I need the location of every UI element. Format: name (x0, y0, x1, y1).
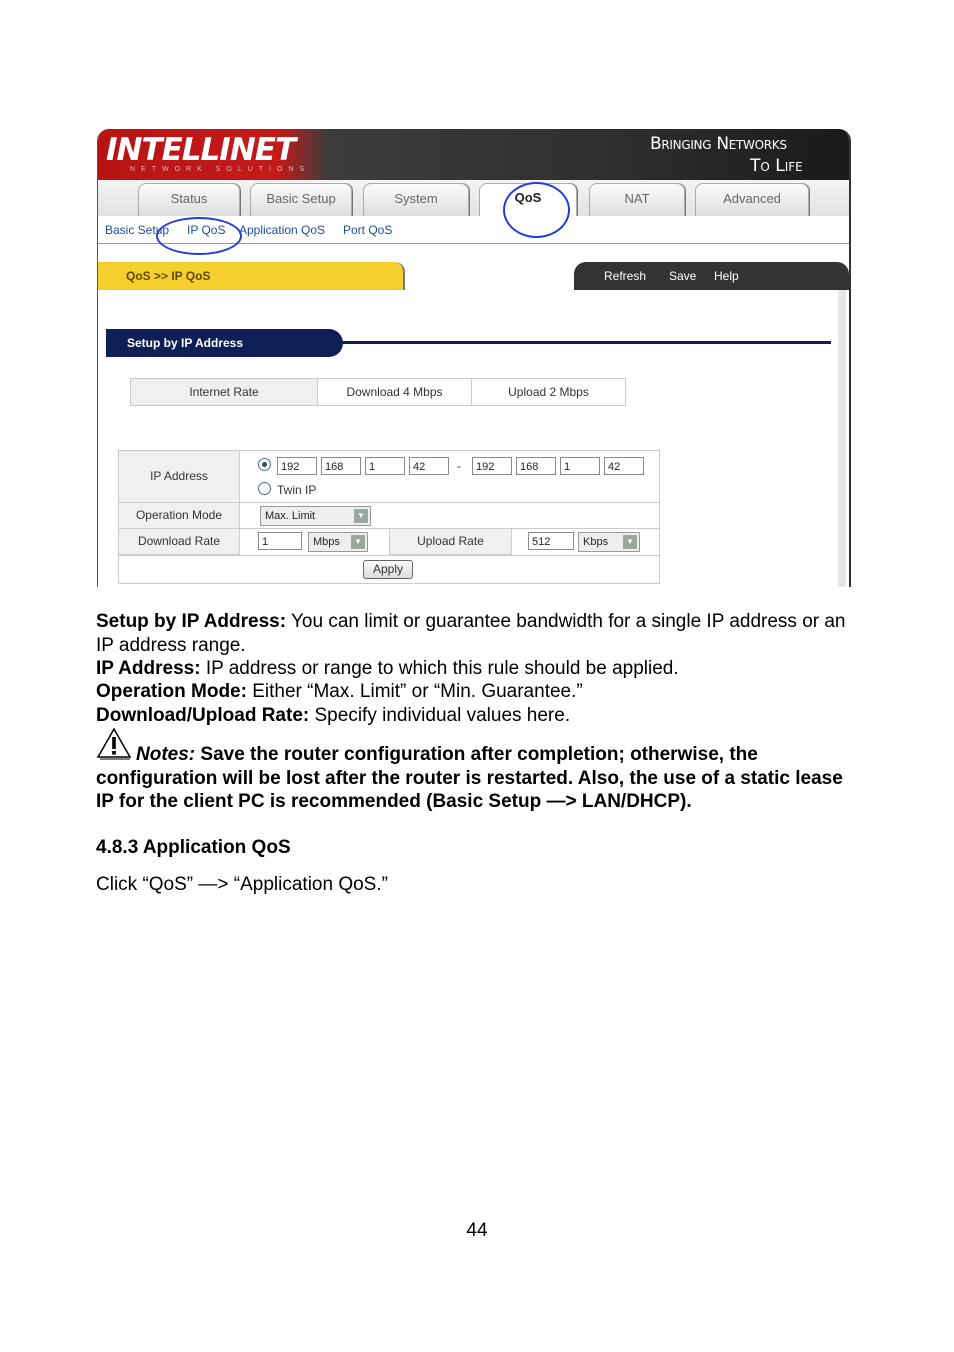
ip-end-octet-4[interactable]: 42 (604, 457, 644, 475)
section-title: Setup by IP Address (127, 336, 244, 350)
ip-start-octet-4[interactable]: 42 (409, 457, 449, 475)
breadcrumb-bar (98, 244, 849, 290)
section-heading: 4.8.3 Application QoS (96, 837, 291, 858)
paragraph-rate (96, 704, 856, 728)
page-number: 44 (466, 1220, 488, 1241)
apply-button[interactable]: Apply (363, 560, 413, 579)
tab-qos[interactable]: QoS (479, 183, 577, 218)
download-unit-value: Mbps (313, 536, 340, 548)
chevron-down-icon: ▼ (351, 535, 365, 549)
help-button[interactable]: Help (714, 269, 739, 283)
tagline-line2: To Life (750, 156, 803, 176)
subnav-basic-setup[interactable]: Basic Setup (105, 223, 170, 237)
desc-rate: Specify individual values here. (309, 705, 571, 726)
sub-navigation (98, 216, 849, 244)
term-rate: Download/Upload Rate: (96, 705, 310, 726)
section-divider (343, 341, 831, 344)
subnav-ip-qos[interactable]: IP QoS (187, 223, 226, 237)
twin-ip-label: Twin IP (277, 483, 317, 497)
upload-unit-select[interactable] (578, 532, 640, 552)
download-rate-label: Download Rate (119, 529, 240, 555)
internet-rate-label: Internet Rate (131, 379, 318, 405)
paragraph-ip-address (96, 657, 856, 681)
ip-start-octet-1[interactable]: 192 (277, 457, 317, 475)
tagline-line1: Bringing Networks (650, 134, 787, 154)
note-text: Save the router configuration after completion; otherwise, the configuration will be lost after the router is restarted. Also, the use of a static lease IP for the client PC is recommended (Basic Setup —> LAN/DHCP). (96, 744, 843, 812)
ip-end-octet-1[interactable]: 192 (472, 457, 512, 475)
breadcrumb-text: QoS >> IP QoS (126, 269, 211, 283)
save-button[interactable]: Save (669, 269, 697, 283)
row-divider (239, 502, 659, 503)
tab-basic-setup[interactable]: Basic Setup (250, 183, 352, 216)
desc-ip-address: IP address or range to which this rule should be applied. (200, 658, 679, 679)
ip-range-radio[interactable] (258, 458, 271, 471)
paragraph-operation-mode (96, 680, 856, 704)
tab-nat[interactable]: NAT (589, 183, 685, 216)
download-rate-input[interactable]: 1 (258, 532, 302, 550)
instruction-text: Click “QoS” —> “Application QoS.” (96, 874, 388, 895)
term-ip-address: IP Address: (96, 658, 201, 679)
desc-operation-mode: Either “Max. Limit” or “Min. Guarantee.” (246, 681, 583, 702)
logo-subtitle: NETWORK SOLUTIONS (130, 166, 311, 173)
tab-status[interactable]: Status (138, 183, 240, 216)
download-unit-select[interactable] (308, 532, 368, 552)
main-tab-bar (98, 180, 849, 217)
intellinet-logo: INTELLINET (106, 132, 296, 168)
chevron-down-icon: ▼ (354, 509, 368, 523)
tab-advanced[interactable]: Advanced (695, 183, 809, 216)
term-setup-by-ip: Setup by IP Address: (96, 611, 287, 632)
ip-start-octet-2[interactable]: 168 (321, 457, 361, 475)
row-divider (119, 555, 659, 556)
download-rate-info: Download 4 Mbps (318, 379, 472, 405)
section-header (106, 329, 343, 357)
paragraph-setup-by-ip (96, 610, 856, 657)
upload-unit-value: Kbps (583, 536, 609, 548)
ip-qos-form (118, 450, 660, 584)
chevron-down-icon: ▼ (623, 535, 637, 549)
ip-range-dash: - (457, 459, 461, 473)
router-screenshot (97, 129, 851, 587)
upload-rate-label: Upload Rate (389, 529, 512, 555)
tab-system[interactable]: System (363, 183, 469, 216)
twin-ip-radio[interactable] (258, 482, 271, 495)
content-panel (98, 290, 846, 587)
action-bar (574, 262, 849, 290)
note-label: Notes: (136, 744, 196, 765)
operation-mode-value: Max. Limit (265, 510, 316, 522)
refresh-button[interactable]: Refresh (604, 269, 647, 283)
subnav-port-qos[interactable]: Port QoS (343, 223, 393, 237)
desc-setup-by-ip: You can limit or guarantee bandwidth for a single IP address or an IP address range. (96, 611, 846, 656)
upload-rate-info: Upload 2 Mbps (508, 385, 589, 399)
internet-rate-table (130, 378, 626, 406)
operation-mode-select[interactable] (260, 506, 371, 526)
ip-end-octet-3[interactable]: 1 (560, 457, 600, 475)
term-operation-mode: Operation Mode: (96, 681, 247, 702)
upload-rate-input[interactable]: 512 (528, 532, 574, 550)
subnav-application-qos[interactable]: Application QoS (239, 223, 326, 237)
note-paragraph (96, 743, 856, 814)
ip-start-octet-3[interactable]: 1 (365, 457, 405, 475)
ip-end-octet-2[interactable]: 168 (516, 457, 556, 475)
banner (98, 129, 849, 180)
ip-address-label: IP Address (119, 451, 240, 503)
operation-mode-label: Operation Mode (119, 503, 240, 529)
breadcrumb (98, 262, 405, 290)
